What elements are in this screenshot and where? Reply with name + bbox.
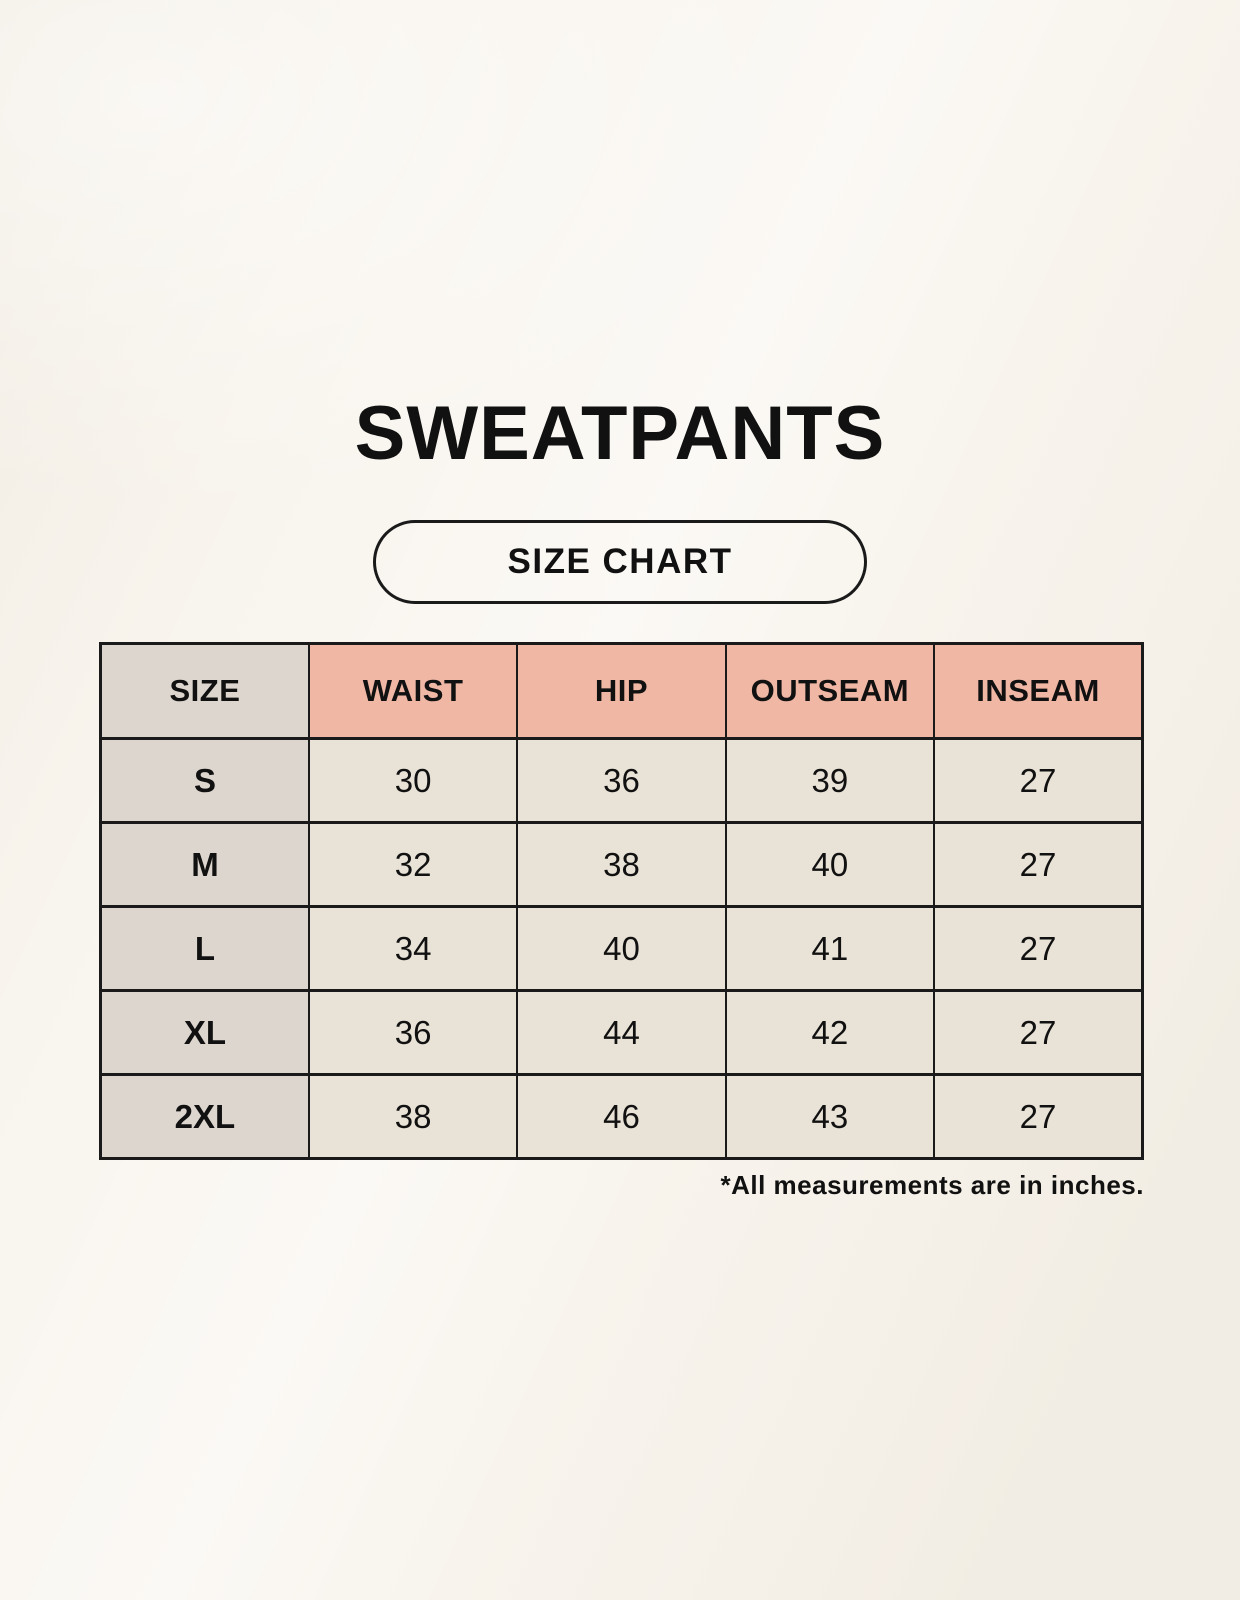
size-label-cell: 2XL xyxy=(101,1075,309,1159)
size-chart-badge-label: SIZE CHART xyxy=(507,542,733,581)
table-row-xl xyxy=(101,991,1143,1075)
measurement-cell: 32 xyxy=(309,823,517,907)
table-body xyxy=(101,739,1143,1159)
measurement-cell: 38 xyxy=(309,1075,517,1159)
page-title: SWEATPANTS xyxy=(354,391,886,476)
table-row-m xyxy=(101,823,1143,907)
size-label-cell: XL xyxy=(101,991,309,1075)
size-chart-badge xyxy=(373,520,867,604)
measurement-cell: 34 xyxy=(309,907,517,991)
table-row-s xyxy=(101,739,1143,823)
table-row-l xyxy=(101,907,1143,991)
measurement-cell: 30 xyxy=(309,739,517,823)
size-label-cell: M xyxy=(101,823,309,907)
size-chart-table xyxy=(99,642,1144,1160)
size-label-cell: S xyxy=(101,739,309,823)
column-header-size: SIZE xyxy=(101,644,309,739)
column-header-outseam: OUTSEAM xyxy=(726,644,934,739)
measurement-unit-note: *All measurements are in inches. xyxy=(720,1170,1144,1200)
measurement-cell: 27 xyxy=(934,907,1142,991)
table-row-2xl xyxy=(101,1075,1143,1159)
measurement-cell: 44 xyxy=(517,991,725,1075)
size-label-cell: L xyxy=(101,907,309,991)
measurement-cell: 41 xyxy=(726,907,934,991)
column-header-hip: HIP xyxy=(517,644,725,739)
column-header-inseam: INSEAM xyxy=(934,644,1142,739)
measurement-cell: 43 xyxy=(726,1075,934,1159)
measurement-cell: 42 xyxy=(726,991,934,1075)
measurement-cell: 36 xyxy=(517,739,725,823)
measurement-cell: 38 xyxy=(517,823,725,907)
measurement-cell: 46 xyxy=(517,1075,725,1159)
measurement-cell: 40 xyxy=(517,907,725,991)
measurement-cell: 27 xyxy=(934,823,1142,907)
measurement-cell: 27 xyxy=(934,991,1142,1075)
measurement-cell: 40 xyxy=(726,823,934,907)
measurement-cell: 27 xyxy=(934,739,1142,823)
measurement-cell: 39 xyxy=(726,739,934,823)
measurement-cell: 27 xyxy=(934,1075,1142,1159)
table-header-row xyxy=(101,644,1143,739)
measurement-cell: 36 xyxy=(309,991,517,1075)
column-header-waist: WAIST xyxy=(309,644,517,739)
